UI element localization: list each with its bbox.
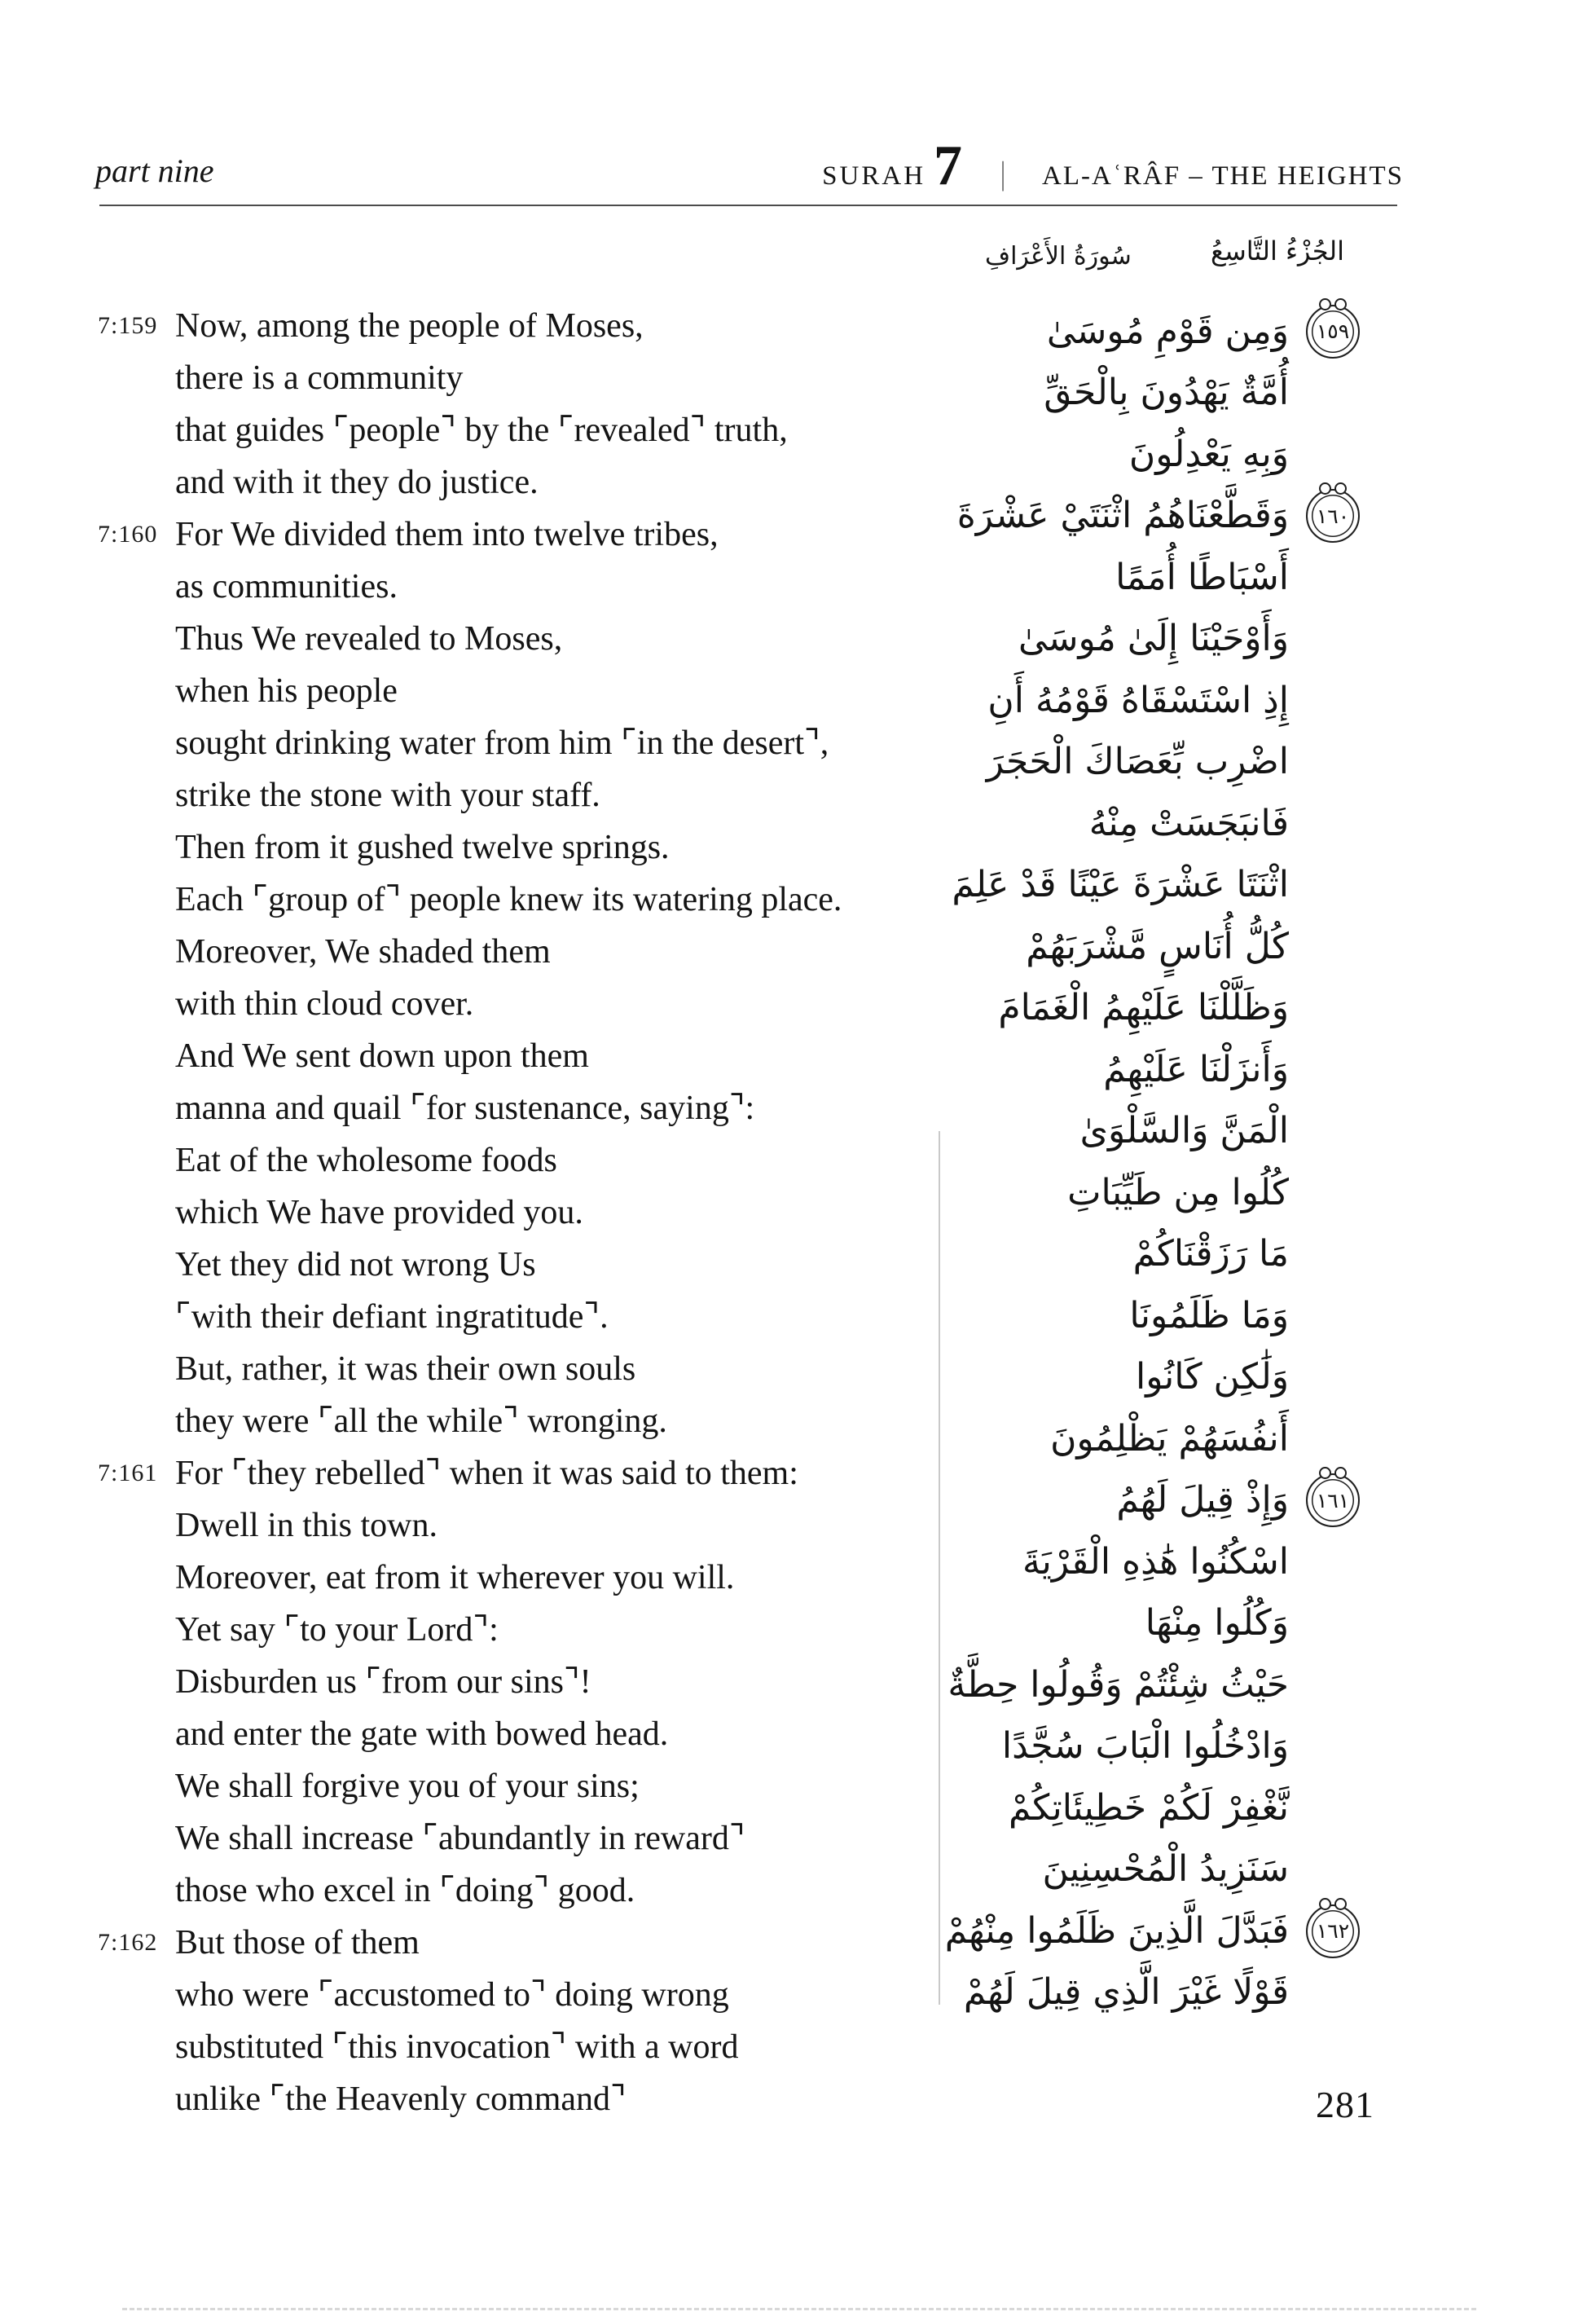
arabic-verse-text: فَانبَجَسَتْ مِنْهُ [1088, 802, 1289, 844]
verse-medallion-slot [1289, 920, 1377, 974]
verse-text: Now, among the people of Moses, [175, 307, 644, 345]
arabic-verse-text: نَّغْفِرْ لَكُمْ خَطِيئَاتِكُمْ [1008, 1786, 1289, 1829]
verse-medallion-number: ١٦٠ [1316, 504, 1350, 528]
verse-text: Yet they did not wrong Us [175, 1246, 536, 1283]
arabic-column [940, 301, 1377, 2023]
arabic-verse-text: وَلَٰكِن كَانُوا [1136, 1356, 1289, 1398]
english-line [98, 1499, 961, 1552]
verse-text: Disburden us ⌜from our sins⌝! [175, 1663, 591, 1701]
arabic-line [940, 301, 1377, 363]
verse-medallion [1306, 489, 1360, 543]
arabic-line [940, 547, 1377, 609]
arabic-line [940, 916, 1377, 978]
verse-medallion [1306, 1904, 1360, 1958]
arabic-surah-header: سُورَةُ الأَعْرَافِ [985, 242, 1132, 271]
arabic-line [940, 1039, 1377, 1101]
verse-medallion-slot [1289, 1966, 1377, 2019]
verse-text: they were ⌜all the while⌝ wronging. [175, 1402, 667, 1440]
arabic-line [940, 732, 1377, 794]
page-number: 281 [1316, 2084, 1374, 2125]
arabic-line [940, 1716, 1377, 1778]
verse-text: For ⌜they rebelled⌝ when it was said to them: [175, 1455, 798, 1492]
arabic-verse-text: كُلُوا مِن طَيِّبَاتِ [1067, 1171, 1289, 1213]
verse-medallion-slot [1289, 428, 1377, 482]
arabic-verse-text: وَكُلُوا مِنْهَا [1145, 1602, 1289, 1645]
verse-medallion-slot [1289, 981, 1377, 1035]
verse-medallion-slot [1289, 674, 1377, 728]
arabic-line [940, 1593, 1377, 1655]
arabic-verse-text: سَنَزِيدُ الْمُحْسِنِينَ [1042, 1848, 1289, 1891]
arabic-juz-header: الجُزْءُ التَّاسِعُ [1210, 236, 1344, 266]
verse-text: But, rather, it was their own souls [175, 1350, 636, 1388]
arabic-verse-text: وَادْخُلُوا الْبَابَ سُجَّدًا [1001, 1725, 1289, 1768]
verse-medallion-slot [1289, 489, 1377, 543]
running-header [822, 134, 1404, 197]
verse-text: substituted ⌜this invocation⌝ with a word [175, 2028, 739, 2066]
arabic-line [940, 1408, 1377, 1470]
english-line [98, 2021, 961, 2073]
verse-medallion-slot [1289, 1535, 1377, 1589]
verse-text: which We have provided you. [175, 1194, 583, 1231]
english-line [98, 509, 961, 561]
verse-text: For We divided them into twelve tribes, [175, 516, 719, 553]
verse-text: Moreover, eat from it wherever you will. [175, 1559, 735, 1596]
english-line [98, 2073, 961, 2125]
english-line [98, 1708, 961, 1760]
verse-text: strike the stone with your staff. [175, 777, 600, 814]
english-column [98, 300, 961, 2125]
english-line [98, 404, 961, 456]
verse-text: sought drinking water from him ⌜in the desert⌝, [175, 724, 829, 762]
arabic-verse-text: أَنفُسَهُمْ يَظْلِمُونَ [1050, 1417, 1289, 1460]
arabic-verse-text: قَوْلًا غَيْرَ الَّذِي قِيلَ لَهُمْ [963, 1971, 1289, 2014]
arabic-verse-text: إِذِ اسْتَسْقَاهُ قَوْمُهُ أَنِ [987, 679, 1289, 721]
verse-text: and with it they do justice. [175, 464, 539, 501]
verse-text: We shall increase ⌜abundantly in reward⌝ [175, 1820, 745, 1857]
verse-ref: 7:161 [98, 1460, 158, 1486]
verse-text: unlike ⌜the Heavenly command⌝ [175, 2080, 627, 2118]
scan-edge-artifact [122, 2308, 1476, 2310]
surah-word: SURAH [822, 161, 926, 191]
verse-ref: 7:162 [98, 1929, 158, 1956]
verse-text: with thin cloud cover. [175, 985, 474, 1023]
verse-text: who were ⌜accustomed to⌝ doing wrong [175, 1976, 729, 2014]
english-line [98, 1656, 961, 1708]
arabic-verse-text: الْمَنَّ وَالسَّلْوَىٰ [1079, 1110, 1289, 1152]
arabic-verse-text: وَقَطَّعْنَاهُمُ اثْنَتَيْ عَشْرَةَ [956, 495, 1289, 537]
verse-medallion-slot [1289, 1350, 1377, 1404]
verse-text: Thus We revealed to Moses, [175, 620, 563, 658]
verse-text: And We sent down upon them [175, 1037, 589, 1075]
arabic-verse-text: وَأَوْحَيْنَا إِلَىٰ مُوسَىٰ [1018, 618, 1289, 660]
arabic-line [940, 1531, 1377, 1593]
english-line [98, 1082, 961, 1134]
verse-medallion-slot [1289, 1227, 1377, 1281]
verse-text: But those of them [175, 1924, 420, 1962]
arabic-verse-text: كُلُّ أُنَاسٍ مَّشْرَبَهُمْ [1026, 925, 1289, 967]
arabic-line [940, 609, 1377, 671]
english-line [98, 561, 961, 613]
arabic-line [940, 1962, 1377, 2024]
verse-medallion-number: ١٥٩ [1316, 319, 1350, 344]
arabic-verse-text: فَبَدَّلَ الَّذِينَ ظَلَمُوا مِنْهُمْ [944, 1909, 1289, 1952]
verse-medallion-slot [1289, 366, 1377, 420]
arabic-verse-text: وَبِهِ يَعْدِلُونَ [1128, 433, 1289, 475]
verse-medallion-slot [1289, 1412, 1377, 1466]
arabic-verse-text: أَسْبَاطًا أُمَمًا [1115, 556, 1289, 598]
arabic-line [940, 424, 1377, 486]
arabic-verse-text: حَيْثُ شِئْتُمْ وَقُولُوا حِطَّةٌ [947, 1663, 1289, 1706]
verse-medallion-slot [1289, 1289, 1377, 1343]
english-line [98, 1239, 961, 1291]
arabic-line [940, 1839, 1377, 1901]
verse-medallion-slot [1289, 1658, 1377, 1712]
english-line [98, 1134, 961, 1187]
verse-text: when his people [175, 672, 398, 710]
arabic-verse-text: وَمِن قَوْمِ مُوسَىٰ [1046, 310, 1289, 352]
verse-medallion-slot [1289, 1166, 1377, 1220]
english-line [98, 1969, 961, 2021]
english-line [98, 1447, 961, 1499]
verse-medallion [1306, 305, 1360, 359]
arabic-verse-text: مَا رَزَقْنَاكُمْ [1132, 1233, 1289, 1275]
verse-text: Yet say ⌜to your Lord⌝: [175, 1611, 499, 1649]
verse-medallion-slot [1289, 1843, 1377, 1896]
verse-text: Then from it gushed twelve springs. [175, 829, 670, 866]
arabic-verse-text: اضْرِب بِّعَصَاكَ الْحَجَرَ [986, 741, 1289, 783]
english-line [98, 874, 961, 926]
header-separator: | [1000, 155, 1005, 192]
arabic-line [940, 855, 1377, 917]
arabic-verse-text: وَإِذْ قِيلَ لَهُمُ [1116, 1479, 1289, 1521]
arabic-verse-text: وَظَلَّلْنَا عَلَيْهِمُ الْغَمَامَ [998, 987, 1289, 1029]
verse-medallion-slot [1289, 797, 1377, 851]
verse-text: there is a community [175, 359, 464, 397]
english-line [98, 1187, 961, 1239]
english-line [98, 1865, 961, 1917]
verse-medallion-slot [1289, 735, 1377, 789]
english-line [98, 665, 961, 717]
english-line [98, 613, 961, 665]
verse-ref: 7:159 [98, 312, 158, 339]
verse-medallion-slot [1289, 1473, 1377, 1527]
english-line [98, 1030, 961, 1082]
verse-text: ⌜with their defiant ingratitude⌝. [175, 1298, 609, 1336]
arabic-line [940, 1777, 1377, 1839]
arabic-line [940, 1470, 1377, 1532]
verse-medallion-slot [1289, 858, 1377, 912]
arabic-line [940, 1900, 1377, 1962]
arabic-line [940, 1285, 1377, 1347]
surah-number: 7 [934, 134, 963, 197]
english-line [98, 926, 961, 978]
english-line [98, 1343, 961, 1395]
arabic-line [940, 1101, 1377, 1163]
arabic-line [940, 1224, 1377, 1286]
verse-medallion-slot [1289, 305, 1377, 359]
english-line [98, 456, 961, 509]
part-label: part nine [95, 152, 214, 189]
arabic-line [940, 363, 1377, 425]
arabic-line [940, 486, 1377, 548]
scan-fold-line [939, 1131, 940, 2005]
verse-medallion-slot [1289, 1104, 1377, 1158]
english-line [98, 1917, 961, 1969]
verse-medallion-slot [1289, 1719, 1377, 1773]
arabic-line [940, 793, 1377, 855]
arabic-line [940, 670, 1377, 732]
arabic-line [940, 1347, 1377, 1409]
arabic-line [940, 1162, 1377, 1224]
verse-medallion-number: ١٦٢ [1316, 1919, 1350, 1944]
verse-text: Eat of the wholesome foods [175, 1142, 557, 1179]
verse-text: manna and quail ⌜for sustenance, saying⌝: [175, 1090, 755, 1127]
verse-medallion [1306, 1473, 1360, 1527]
english-line [98, 300, 961, 352]
english-line [98, 352, 961, 404]
verse-text: and enter the gate with bowed head. [175, 1715, 669, 1753]
english-line [98, 1760, 961, 1812]
arabic-line [940, 978, 1377, 1040]
header-rule [99, 205, 1397, 206]
verse-text: We shall forgive you of your sins; [175, 1768, 640, 1805]
verse-medallion-slot [1289, 1596, 1377, 1650]
english-line [98, 978, 961, 1030]
verse-text: those who excel in ⌜doing⌝ good. [175, 1872, 635, 1909]
verse-ref: 7:160 [98, 521, 158, 548]
english-line [98, 821, 961, 874]
arabic-verse-text: اثْنَتَا عَشْرَةَ عَيْنًا قَدْ عَلِمَ [952, 864, 1289, 906]
verse-medallion-slot [1289, 1781, 1377, 1835]
arabic-verse-text: وَأَنزَلْنَا عَلَيْهِمُ [1103, 1048, 1289, 1090]
english-line [98, 769, 961, 821]
verse-text: Moreover, We shaded them [175, 933, 551, 971]
arabic-verse-text: وَمَا ظَلَمُونَا [1129, 1294, 1289, 1336]
verse-text: Each ⌜group of⌝ people knew its watering place. [175, 881, 842, 918]
verse-text: Dwell in this town. [175, 1507, 437, 1544]
verse-medallion-slot [1289, 612, 1377, 666]
verse-medallion-number: ١٦١ [1316, 1488, 1350, 1512]
verse-text: as communities. [175, 568, 398, 605]
verse-medallion-slot [1289, 1904, 1377, 1958]
english-line [98, 1812, 961, 1865]
verse-medallion-slot [1289, 1043, 1377, 1097]
english-line [98, 1291, 961, 1343]
verse-text: that guides ⌜people⌝ by the ⌜revealed⌝ truth, [175, 412, 788, 449]
surah-title: AL-AʿRÂF – THE HEIGHTS [1042, 161, 1404, 191]
arabic-verse-text: أُمَّةٌ يَهْدُونَ بِالْحَقِّ [1044, 372, 1289, 414]
english-line [98, 717, 961, 769]
arabic-line [940, 1654, 1377, 1716]
english-line [98, 1395, 961, 1447]
arabic-verse-text: اسْكُنُوا هَٰذِهِ الْقَرْيَةَ [1022, 1540, 1289, 1583]
english-line [98, 1604, 961, 1656]
verse-medallion-slot [1289, 551, 1377, 605]
english-line [98, 1552, 961, 1604]
